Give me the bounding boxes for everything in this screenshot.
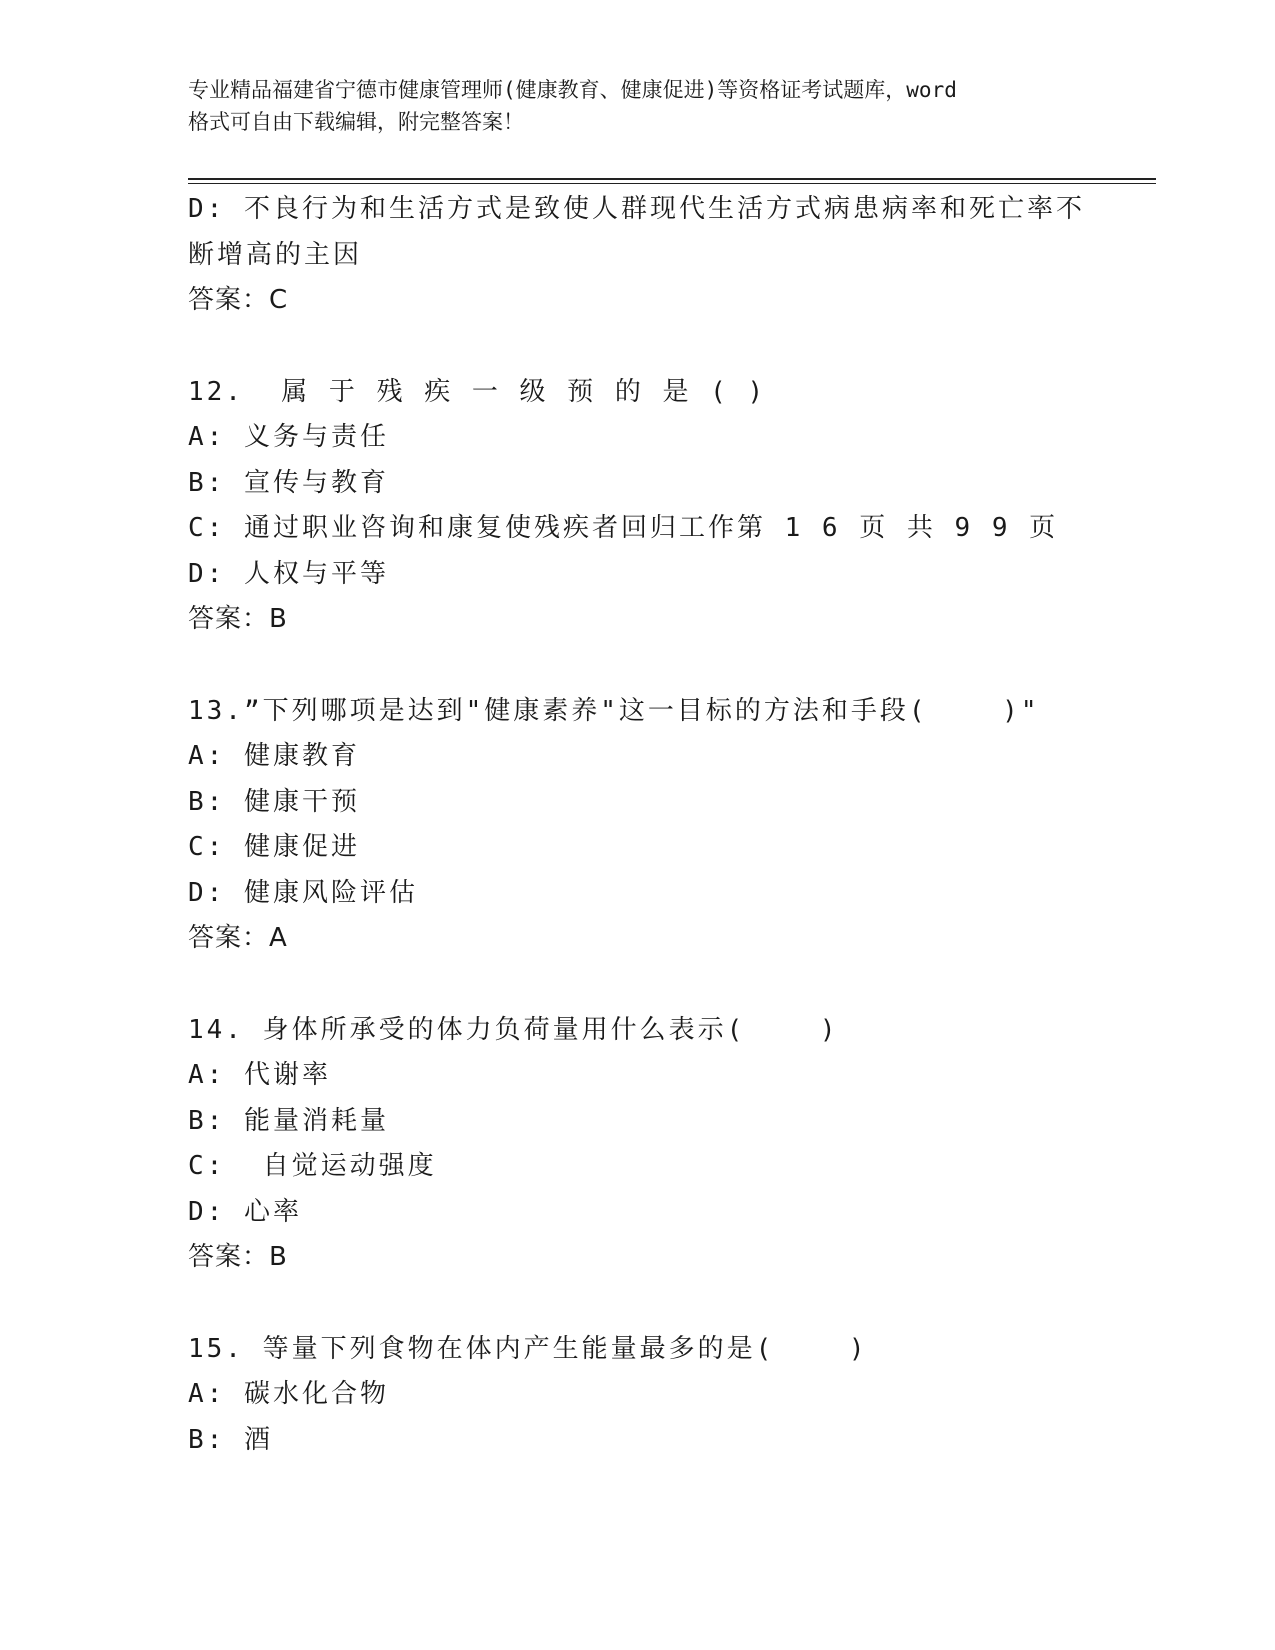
document-header — [188, 74, 1088, 138]
question-content — [188, 187, 1088, 1463]
option-d: D: 不良行为和生活方式是致使人群现代生活方式病患病率和死亡率不 — [188, 194, 1085, 224]
answer-label: 答案：A — [188, 923, 288, 953]
option-a: A: 义务与责任 — [188, 422, 389, 452]
question-stem: 15. 等量下列食物在体内产生能量最多的是( ) — [188, 1333, 868, 1364]
question-stem: 14. 身体所承受的体力负荷量用什么表示( ) — [188, 1014, 839, 1045]
header-rule-thin — [188, 183, 1156, 184]
header-line-1: 专业精品福建省宁德市健康管理师(健康教育、健康促进)等资格证考试题库，word — [188, 78, 957, 102]
question-stem: 12. 属 于 残 疾 一 级 预 的 是 ( ) — [188, 376, 767, 407]
header-line-2: 格式可自由下载编辑，附完整答案！ — [188, 110, 524, 134]
option-a: A: 健康教育 — [188, 741, 360, 771]
spacer — [188, 324, 1088, 370]
option-a: A: 代谢率 — [188, 1060, 331, 1090]
option-c: C: 健康促进 — [188, 832, 360, 862]
header-rule-thick — [188, 178, 1156, 180]
spacer — [188, 643, 1088, 689]
option-d: D: 健康风险评估 — [188, 877, 418, 908]
option-d: D: 心率 — [188, 1196, 302, 1227]
option-b: B: 酒 — [188, 1424, 273, 1455]
option-c: C: 自觉运动强度 — [188, 1151, 437, 1181]
option-d: D: 人权与平等 — [188, 558, 389, 589]
option-b: B: 能量消耗量 — [188, 1105, 389, 1136]
answer-label: 答案：B — [188, 1242, 288, 1272]
option-d-continued: 断增高的主因 — [188, 239, 363, 270]
question-stem: 13.”下列哪项是达到"健康素养"这一目标的方法和手段( )" — [188, 695, 1040, 726]
answer-label: 答案：B — [188, 604, 288, 634]
option-b: B: 健康干预 — [188, 786, 360, 817]
option-c: C: 通过职业咨询和康复使残疾者回归工作第 1 6 页 共 9 9 页 — [188, 513, 1059, 543]
option-a: A: 碳水化合物 — [188, 1379, 389, 1409]
answer-label: 答案：C — [188, 285, 289, 315]
option-b: B: 宣传与教育 — [188, 467, 389, 498]
spacer — [188, 962, 1088, 1008]
spacer — [188, 1281, 1088, 1327]
